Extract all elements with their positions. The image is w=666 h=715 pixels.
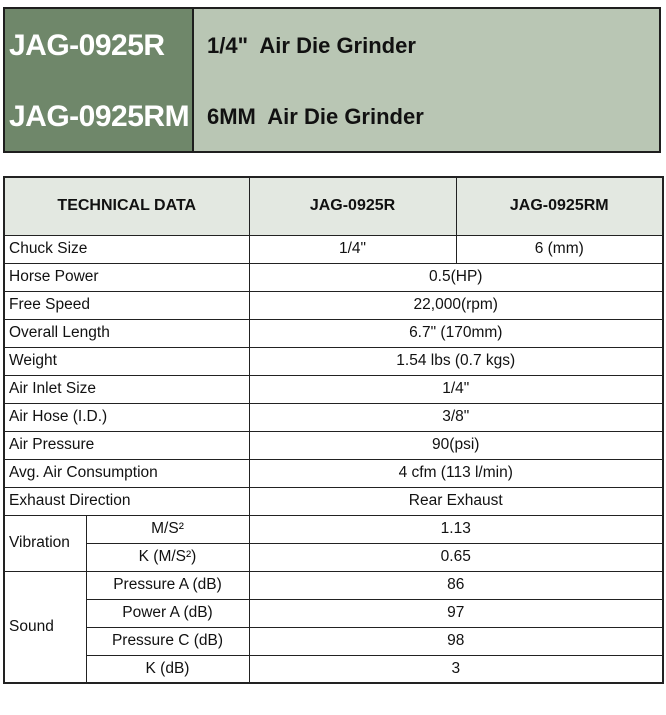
- row-value: 86: [249, 571, 663, 599]
- row-label: Avg. Air Consumption: [4, 459, 249, 487]
- row-value: 6 (mm): [456, 235, 663, 263]
- row-label: Weight: [4, 347, 249, 375]
- sub-label: Pressure A (dB): [86, 571, 249, 599]
- table-row: [4, 347, 663, 375]
- model-row: [5, 9, 659, 84]
- row-label: Overall Length: [4, 319, 249, 347]
- row-value: 22,000(rpm): [249, 291, 663, 319]
- table-row: [4, 235, 663, 263]
- sub-label: Power A (dB): [86, 599, 249, 627]
- model-code: JAG-0925RM: [5, 82, 194, 151]
- row-value: 0.5(HP): [249, 263, 663, 291]
- table-row: [4, 627, 663, 655]
- row-value: 1/4": [249, 235, 456, 263]
- sub-label: Pressure C (dB): [86, 627, 249, 655]
- row-label: Air Hose (I.D.): [4, 403, 249, 431]
- table-row: [4, 431, 663, 459]
- row-value: 0.65: [249, 543, 663, 571]
- header-model-2: JAG-0925RM: [456, 177, 663, 235]
- group-label-sound: Sound: [4, 571, 86, 683]
- table-row: [4, 515, 663, 543]
- group-label-vibration: Vibration: [4, 515, 86, 571]
- row-value: 3: [249, 655, 663, 683]
- model-description: 6MM Air Die Grinder: [194, 82, 659, 151]
- model-header: [3, 7, 661, 153]
- table-row: [4, 319, 663, 347]
- row-value: Rear Exhaust: [249, 487, 663, 515]
- row-value: 1.13: [249, 515, 663, 543]
- table-row: [4, 291, 663, 319]
- table-row: [4, 403, 663, 431]
- row-value: 3/8": [249, 403, 663, 431]
- model-row: [5, 82, 659, 151]
- table-row: [4, 655, 663, 683]
- table-row: [4, 487, 663, 515]
- sub-label: M/S²: [86, 515, 249, 543]
- table-header-row: [4, 177, 663, 235]
- table-row: [4, 543, 663, 571]
- row-value: 4 cfm (113 l/min): [249, 459, 663, 487]
- table-row: [4, 599, 663, 627]
- sub-label: K (dB): [86, 655, 249, 683]
- model-description: 1/4" Air Die Grinder: [194, 9, 659, 82]
- row-value: 1/4": [249, 375, 663, 403]
- table-row: [4, 263, 663, 291]
- table-row: [4, 571, 663, 599]
- row-label: Horse Power: [4, 263, 249, 291]
- row-label: Air Pressure: [4, 431, 249, 459]
- technical-data-table: [3, 176, 664, 684]
- row-label: Chuck Size: [4, 235, 249, 263]
- row-value: 90(psi): [249, 431, 663, 459]
- row-value: 98: [249, 627, 663, 655]
- table-row: [4, 375, 663, 403]
- row-label: Free Speed: [4, 291, 249, 319]
- row-value: 97: [249, 599, 663, 627]
- header-technical-data: TECHNICAL DATA: [4, 177, 249, 235]
- row-label: Exhaust Direction: [4, 487, 249, 515]
- row-value: 6.7" (170mm): [249, 319, 663, 347]
- model-code: JAG-0925R: [5, 9, 194, 82]
- sub-label: K (M/S²): [86, 543, 249, 571]
- row-value: 1.54 lbs (0.7 kgs): [249, 347, 663, 375]
- header-model-1: JAG-0925R: [249, 177, 456, 235]
- row-label: Air Inlet Size: [4, 375, 249, 403]
- table-row: [4, 459, 663, 487]
